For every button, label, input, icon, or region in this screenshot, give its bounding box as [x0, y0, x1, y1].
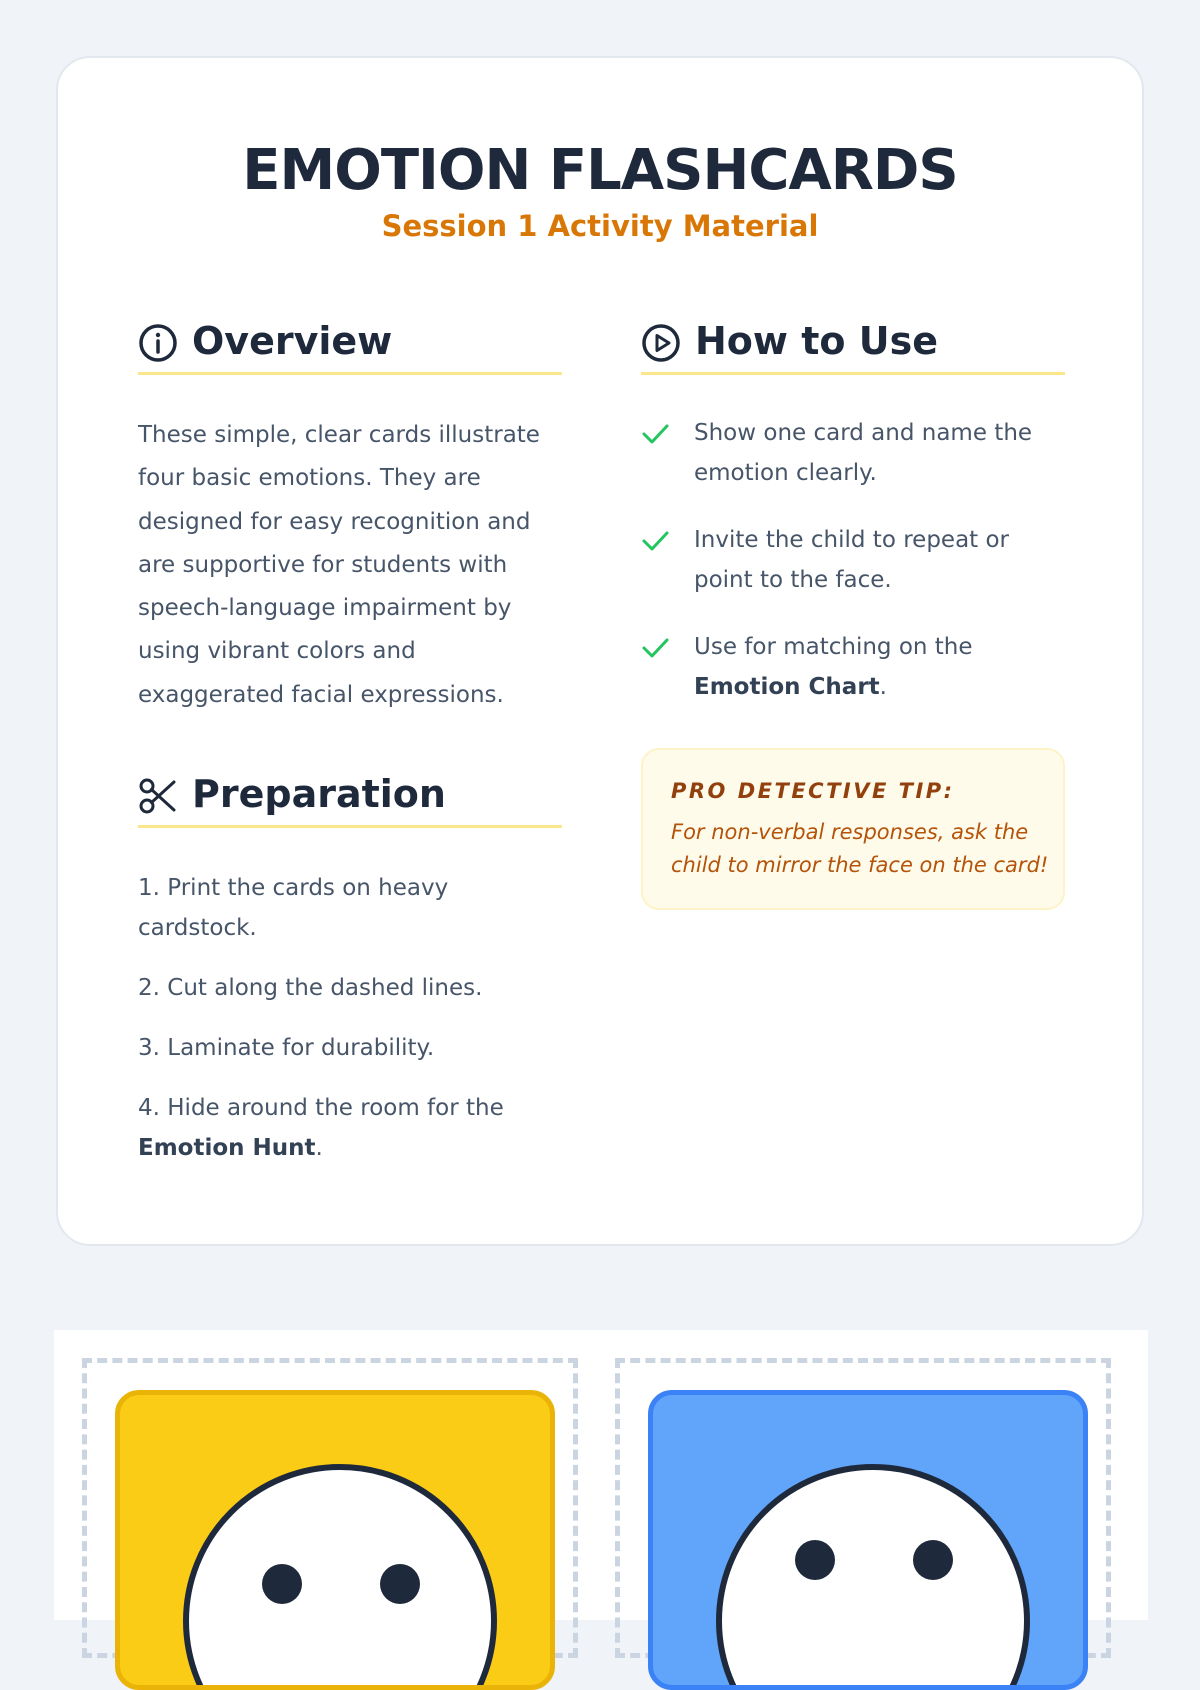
how-to-use-text-suffix: .: [879, 674, 887, 700]
flashcards-sheet: [54, 1330, 1148, 1620]
how-to-use-header: [641, 305, 1065, 375]
emotion-flashcard: [648, 1390, 1088, 1690]
pro-tip-box: [641, 748, 1065, 910]
pro-tip-heading: PRO DETECTIVE TIP:: [671, 779, 955, 803]
emotion-hunt-label: Emotion Hunt: [138, 1135, 316, 1161]
overview-title: Overview: [192, 319, 393, 363]
page-title: EMOTION FLASHCARDS: [242, 138, 958, 203]
preparation-title: Preparation: [192, 772, 446, 816]
preparation-header: [138, 758, 562, 828]
prep-step: 2. Cut along the dashed lines.: [138, 975, 483, 1001]
play-circle-icon: [641, 323, 681, 363]
page-subtitle: Session 1 Activity Material: [381, 209, 819, 243]
prep-step: 1. Print the cards on heavy cardstock.: [138, 875, 449, 941]
checkmark-icon: [640, 419, 670, 449]
how-to-use-text-prefix: Use for matching on the: [694, 634, 973, 660]
info-circle-icon: [138, 323, 178, 363]
prep-step: [138, 1088, 558, 1168]
emotion-chart-label: Emotion Chart: [694, 674, 880, 700]
pro-tip-text: For non-verbal responses, ask the child to mirror the face on the card!: [671, 820, 1049, 877]
prep-step-4-text: 4. Hide around the room for the: [138, 1095, 504, 1121]
checkmark-icon: [640, 526, 670, 556]
how-to-use-text: [694, 627, 1066, 707]
how-to-use-text: Invite the child to repeat or point to the face.: [694, 527, 1010, 593]
prep-step: 3. Laminate for durability.: [138, 1035, 435, 1061]
preparation-steps: [138, 868, 558, 1188]
checkmark-icon: [640, 633, 670, 663]
overview-text: These simple, clear cards illustrate four basic emotions. They are designed for easy recognition and are supportive for students with speech-language impairment by using vibrant colors and exaggerated facial expressions.: [138, 422, 540, 708]
how-to-use-text: Show one card and name the emotion clearly.: [694, 420, 1033, 486]
sad-face-icon: [653, 1395, 1088, 1690]
scissors-icon: [138, 776, 178, 816]
emotion-flashcard: [115, 1390, 555, 1690]
happy-face-icon: [120, 1395, 555, 1690]
how-to-use-title: How to Use: [695, 319, 938, 363]
overview-header: [138, 305, 562, 375]
prep-step-4-period: .: [315, 1135, 323, 1161]
